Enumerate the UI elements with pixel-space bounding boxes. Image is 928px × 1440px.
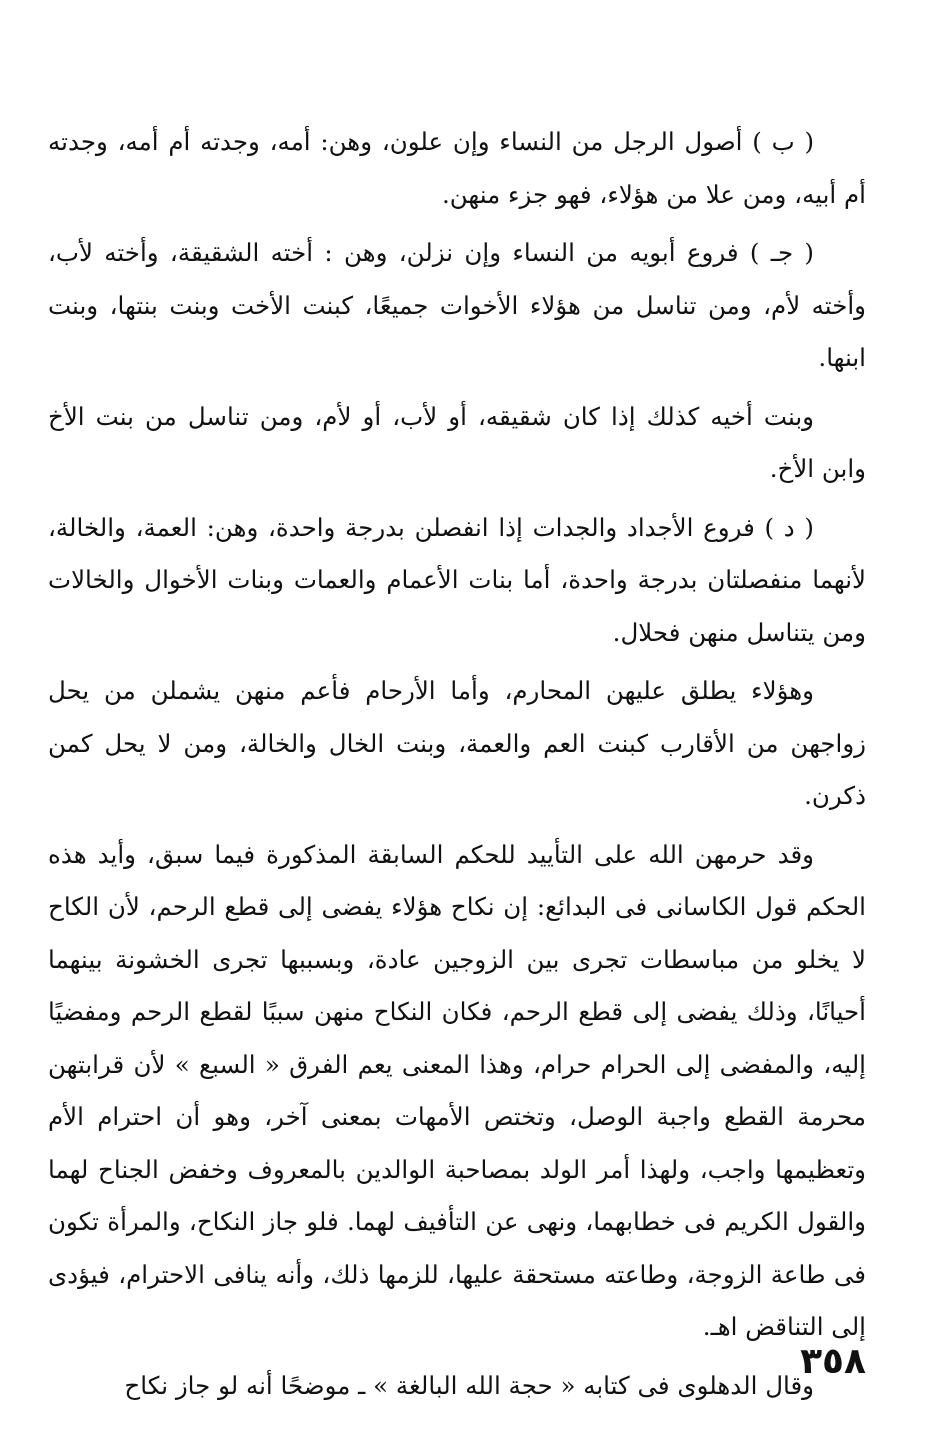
paragraph-kasani: وقد حرمهن الله على التأييد للحكم السابقة المذكورة فيما سبق، وأيد هذه الحكم قول الكاسانى فى البدائع: إن نكاح هؤلاء يفضى إلى قطع الرحم، لأن الكاح لا يخلو من مباسطات تجرى بين الزوجين عادة، وبسببها تجرى الخشونة بينهما أحيانًا، وذلك يفضى إلى قطع الرحم، فكان النكاح منهن سببًا لقطع الرحم ومفضيًا إليه، والمفضى إلى الحرام حرام، وهذا المعنى يعم الفرق « السبع » لأن قرابتهن محرمة القطع واجبة الوصل، وتختص الأمهات بمعنى آخر، وهو أن احترام الأم وتعظيمها واجب، ولهذا أمر الولد بمصاحبة الوالدين بالمعروف وخفض الجناح لهما والقول الكريم فى خطابهما، ونهى عن التأفيف لهما. فلو جاز النكاح، والمرأة تكون فى طاعة الزوجة، وطاعته مستحقة عليها، للزمها ذلك، وأنه ينافى الاحترام، فيؤدى إلى التناقض اهـ. bbox=[48, 839, 866, 1341]
paragraph-furu-ajdad: ( د ) فروع الأجداد والجدات إذا انفصلن بدرجة واحدة، وهن: العمة، والخالة، لأنهما منفصلتان بدرجة واحدة، أما بنات الأعمام والعمات وبنات الأخوال والخالات ومن يتناسل منهن فحلال. bbox=[48, 512, 867, 647]
paragraph-furu-abawayh: ( جـ ) فروع أبويه من النساء وإن نزلن، وهن : أخته الشقيقة، وأخته لأب، وأخته لأم، ومن تناسل من هؤلاء الأخوات جميعًا، كبنت الأخت وبنت بنتها، وبنت ابنها. bbox=[48, 238, 866, 372]
paragraph-bint-akh: وبنت أخيه كذلك إذا كان شقيقه، أو لأب، أو لأم، ومن تناسل من بنت الأخ وابن الأخ. bbox=[48, 401, 866, 483]
paragraph-usul: ( ب ) أصول الرجل من النساء وإن علون، وهن: أمه، وجدته أم أمه، وجدته أم أبيه، ومن علا من هؤلاء، فهو جزء منهن. bbox=[48, 127, 866, 209]
paragraph-dehlawi: وقال الدهلوى فى كتابه « حجة الله البالغة » ـ موضحًا أنه لو جاز نكاح bbox=[124, 1370, 814, 1400]
paragraph-maharim: وهؤلاء يطلق عليهن المحارم، وأما الأرحام فأعم منهن يشملن من يحل زواجهن من الأقارب كبنت العم والعمة، وبنت الخال والخالة، ومن لا يحل كمن ذكرن. bbox=[48, 676, 866, 810]
page-body-text bbox=[48, 116, 866, 1418]
page-number: ٣٥٨ bbox=[800, 1341, 866, 1382]
